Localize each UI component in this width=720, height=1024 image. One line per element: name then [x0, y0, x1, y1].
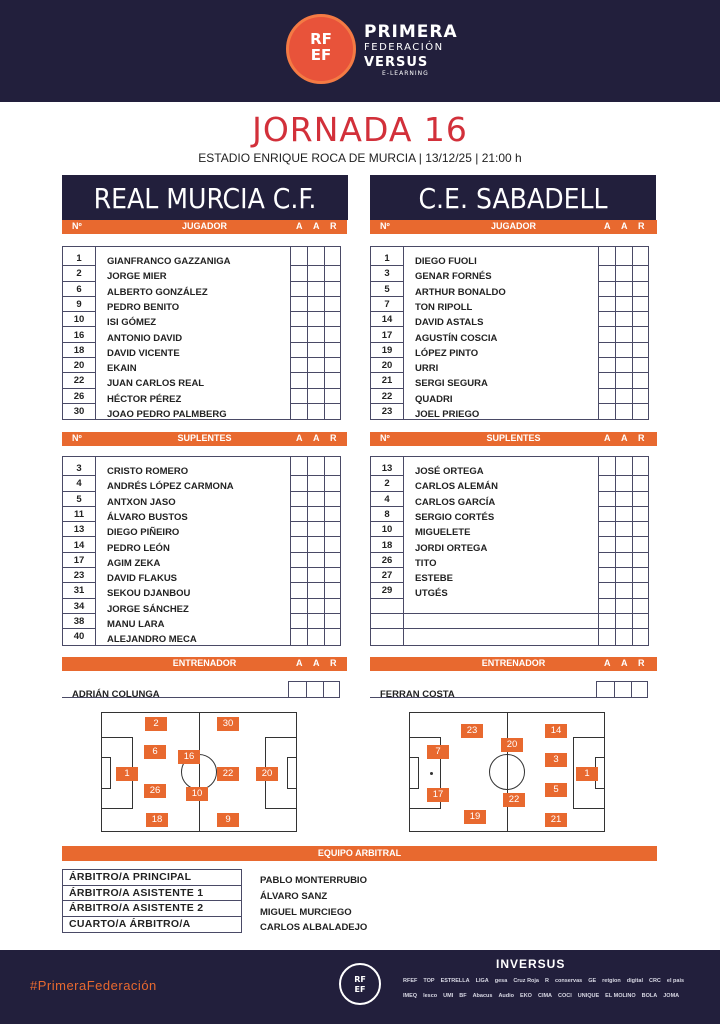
brand-line-4: E-LEARNING	[382, 70, 429, 77]
player-number: 4	[384, 493, 390, 505]
player-number: 29	[381, 585, 393, 597]
player-name: ALEJANDRO MECA	[107, 634, 197, 646]
sponsor-logo: conservas	[554, 978, 583, 984]
player-name: PEDRO LEÓN	[107, 542, 170, 554]
player-name: AGUSTÍN COSCIA	[415, 332, 498, 344]
column-title-label: SUPLENTES	[177, 433, 232, 443]
player-number: 26	[73, 390, 85, 402]
table-row	[371, 312, 650, 327]
player-number: 34	[73, 600, 85, 612]
sponsor-logo: lesco	[423, 993, 438, 999]
player-number: 5	[384, 283, 390, 295]
sponsor-logo: Abacus	[472, 993, 493, 999]
player-name: ANTXON JASO	[107, 496, 176, 508]
brand-line-1: PRIMERA	[364, 22, 458, 42]
player-number: 18	[73, 344, 85, 356]
column-title-label: SUPLENTES	[486, 433, 541, 443]
referee-name: CARLOS ALBALADEJO	[260, 922, 368, 933]
table-row	[63, 266, 342, 281]
column-r-label: R	[330, 658, 337, 668]
player-number: 10	[73, 314, 85, 326]
sponsor-logo: CIMA	[537, 993, 553, 999]
sponsor-logo: retgion	[602, 978, 621, 984]
sponsor-logo: BF	[459, 993, 467, 999]
player-number: 3	[76, 463, 82, 474]
sponsor-logo: ESTRELLA	[440, 978, 470, 984]
player-name: ESTEBE	[415, 573, 454, 585]
player-name: DAVID FLAKUS	[107, 573, 178, 585]
formation-player-marker: 2	[145, 717, 167, 731]
column-num-label: Nº	[380, 221, 390, 231]
player-name: AGIM ZEKA	[107, 557, 161, 569]
table-row	[63, 599, 342, 614]
referee-role: ÁRBITRO/A PRINCIPAL	[63, 870, 241, 886]
table-row	[63, 568, 342, 583]
player-name: CRISTO ROMERO	[107, 466, 189, 477]
player-number: 38	[73, 616, 85, 627]
rfef-footer-logo	[339, 963, 381, 1005]
player-number: 13	[73, 524, 85, 536]
table-row	[371, 373, 650, 388]
referee-name: MIGUEL MURCIEGO	[260, 907, 352, 918]
table-row	[371, 328, 650, 343]
table-row	[63, 538, 342, 553]
column-a2-label: A	[313, 658, 320, 668]
column-a1-label: A	[296, 433, 303, 443]
away-subs-header	[370, 432, 657, 446]
formation-player-marker: 9	[217, 813, 239, 827]
player-name: LÓPEZ PINTO	[415, 347, 479, 359]
table-row	[371, 507, 650, 522]
sponsor-logo: BOLA	[641, 993, 658, 999]
player-number: 1	[76, 253, 82, 264]
player-number: 10	[381, 524, 393, 536]
formation-player-marker: 22	[503, 793, 525, 807]
player-name: TITO	[415, 557, 437, 569]
player-number: 30	[73, 406, 85, 417]
player-number: 11	[73, 508, 85, 520]
sponsor-logo: el pais	[666, 978, 685, 984]
sponsor-logo: GE	[588, 978, 597, 984]
home-coach-header	[62, 657, 347, 671]
table-row	[63, 389, 342, 404]
away-coach-header	[370, 657, 657, 671]
player-number: 5	[76, 493, 82, 505]
column-r-label: R	[638, 221, 645, 231]
away-team-name: C.E. SABADELL	[370, 175, 656, 220]
home-team-name: REAL MURCIA C.F.	[62, 175, 348, 220]
player-name: ÁLVARO BUSTOS	[107, 511, 188, 523]
formation-player-marker: 5	[545, 783, 567, 797]
player-number: 27	[381, 570, 393, 582]
player-number: 16	[73, 329, 85, 341]
player-number: 19	[381, 344, 393, 356]
brand-line-3: VERSUS	[364, 55, 429, 70]
logo-letters-bottom: EF	[310, 46, 332, 64]
table-row	[63, 614, 342, 629]
table-row	[371, 404, 650, 419]
formation-player-marker: 20	[256, 767, 278, 781]
referee-header: EQUIPO ARBITRAL	[62, 846, 657, 861]
inversus-logo: INVERSUS	[496, 957, 566, 971]
referee-role: ÁRBITRO/A ASISTENTE 2	[63, 901, 241, 917]
sponsor-logo: Audio	[498, 993, 515, 999]
formation-player-marker: 16	[178, 750, 200, 764]
column-a2-label: A	[621, 658, 628, 668]
column-a2-label: A	[313, 433, 320, 443]
column-num-label: Nº	[380, 433, 390, 443]
sponsor-logo: digital	[626, 978, 643, 984]
player-name: JOEL PRIEGO	[415, 409, 480, 420]
table-row	[63, 507, 342, 522]
formation-player-marker: 1	[576, 767, 598, 781]
sponsor-logo: Cruz Roja	[513, 978, 539, 984]
table-row	[371, 492, 650, 507]
player-number: 22	[73, 375, 85, 387]
player-name: EKAIN	[107, 363, 137, 375]
player-number: 18	[381, 539, 393, 551]
player-number: 4	[76, 478, 82, 490]
player-number: 8	[384, 508, 390, 520]
formation-player-marker: 19	[464, 810, 486, 824]
column-r-label: R	[330, 221, 337, 231]
header-banner	[0, 0, 720, 102]
formation-player-marker: 21	[545, 813, 567, 827]
referee-role: CUARTO/A ÁRBITRO/A	[69, 917, 191, 930]
coach-card-boxes	[288, 681, 340, 698]
column-a1-label: A	[604, 658, 611, 668]
table-row	[371, 343, 650, 358]
formation-player-marker: 22	[217, 767, 239, 781]
player-number: 7	[384, 298, 390, 310]
player-name: ISI GÓMEZ	[107, 317, 157, 329]
formation-player-marker: 7	[427, 745, 449, 759]
referee-name: ÁLVARO SANZ	[260, 891, 328, 902]
player-number: 6	[76, 283, 82, 295]
sponsor-logo: gesa	[494, 978, 508, 984]
sponsor-logo: IMEQ	[403, 993, 418, 999]
table-row	[63, 373, 342, 388]
home-subs-header	[62, 432, 347, 446]
formation-player-marker: 6	[144, 745, 166, 759]
table-row	[371, 599, 650, 614]
player-number: 14	[381, 314, 393, 326]
player-name: SERGIO CORTÉS	[415, 511, 495, 523]
sponsor-logo: RFEF	[403, 978, 418, 984]
table-row	[371, 297, 650, 312]
column-a2-label: A	[621, 433, 628, 443]
player-number: 1	[384, 253, 390, 264]
sponsor-logo: UMI	[443, 993, 454, 999]
referee-role: ÁRBITRO/A ASISTENTE 1	[63, 886, 241, 902]
table-row	[63, 297, 342, 312]
column-r-label: R	[638, 433, 645, 443]
player-number: 14	[73, 539, 85, 551]
table-row	[371, 583, 650, 598]
referee-name: PABLO MONTERRUBIO	[260, 875, 367, 886]
formation-player-marker: 10	[186, 787, 208, 801]
table-row	[371, 282, 650, 297]
table-row	[63, 492, 342, 507]
formation-player-marker: 14	[545, 724, 567, 738]
column-title-label: JUGADOR	[181, 221, 227, 231]
player-name: JORGE MIER	[107, 271, 167, 283]
table-row	[371, 553, 650, 568]
table-row	[371, 461, 650, 476]
column-r-label: R	[330, 433, 337, 443]
column-a1-label: A	[604, 221, 611, 231]
player-name: GENAR FORNÉS	[415, 271, 492, 283]
brand-line-2: FEDERACIÓN	[364, 42, 444, 53]
formation-player-marker: 1	[116, 767, 138, 781]
player-number: 21	[381, 375, 393, 387]
player-name: CARLOS ALEMÁN	[415, 481, 499, 493]
footer-logo-top: RF	[354, 975, 366, 984]
table-row	[371, 538, 650, 553]
player-number: 17	[73, 554, 85, 566]
player-name: ARTHUR BONALDO	[415, 286, 506, 298]
player-number: 20	[381, 360, 393, 372]
table-row	[63, 553, 342, 568]
player-name: UTGÉS	[415, 588, 448, 600]
player-name: JOAO PEDRO PALMBERG	[107, 409, 227, 420]
coach-name: ADRIÁN COLUNGA	[72, 689, 160, 700]
formation-player-marker: 20	[501, 738, 523, 752]
column-num-label: Nº	[72, 433, 82, 443]
home-subs-table	[62, 456, 341, 646]
table-row	[371, 629, 650, 644]
column-title-label: ENTRENADOR	[172, 658, 237, 668]
player-number: 2	[76, 268, 82, 280]
table-row	[63, 629, 342, 644]
player-name: ANDRÉS LÓPEZ CARMONA	[107, 481, 234, 493]
table-row	[63, 328, 342, 343]
hashtag-text: #PrimeraFederación	[30, 978, 157, 993]
player-name: MIGUELETE	[415, 527, 471, 539]
column-title-label: JUGADOR	[490, 221, 536, 231]
table-row	[63, 404, 342, 419]
player-number: 17	[381, 329, 393, 341]
away-starters-header	[370, 220, 657, 234]
page-title: JORNADA 16	[252, 110, 468, 149]
column-title-label: ENTRENADOR	[481, 658, 546, 668]
player-number: 20	[73, 360, 85, 372]
player-name: CARLOS GARCÍA	[415, 496, 496, 508]
home-starters-table	[62, 246, 341, 420]
sponsor-logo: LIGA	[475, 978, 489, 984]
formation-player-marker: 26	[144, 784, 166, 798]
sponsor-logo: TOP	[423, 978, 435, 984]
table-row	[63, 583, 342, 598]
formation-player-marker: 3	[545, 753, 567, 767]
table-row	[371, 389, 650, 404]
player-name: QUADRI	[415, 393, 453, 405]
player-name: PEDRO BENITO	[107, 301, 180, 313]
table-row	[63, 476, 342, 491]
player-name: JORDI ORTEGA	[415, 542, 488, 554]
sponsor-logo: EKO	[520, 993, 532, 999]
player-name: HÉCTOR PÉREZ	[107, 393, 182, 405]
formation-player-marker: 17	[427, 788, 449, 802]
table-row	[63, 282, 342, 297]
formation-player-marker: 30	[217, 717, 239, 731]
player-number: 13	[381, 463, 393, 474]
formation-player-marker: 23	[461, 724, 483, 738]
player-number: 40	[73, 631, 85, 643]
player-number: 22	[381, 390, 393, 402]
table-row	[371, 522, 650, 537]
table-row	[371, 614, 650, 629]
player-name: GIANFRANCO GAZZANIGA	[107, 256, 231, 267]
player-name: JORGE SÁNCHEZ	[107, 603, 189, 615]
player-name: DAVID VICENTE	[107, 347, 180, 359]
player-name: JOSÉ ORTEGA	[415, 466, 484, 477]
player-name: MANU LARA	[107, 619, 165, 630]
sponsor-logo: JOMA	[663, 993, 680, 999]
player-name: SEKOU DJANBOU	[107, 588, 191, 600]
player-name: URRI	[415, 363, 439, 375]
table-row	[63, 522, 342, 537]
sponsor-logo: EL MOLINO	[605, 993, 636, 999]
player-name: ALBERTO GONZÁLEZ	[107, 286, 208, 298]
player-number: 9	[76, 298, 82, 310]
player-name: DIEGO FUOLI	[415, 256, 477, 267]
footer-logo-bottom: EF	[354, 985, 366, 994]
home-starters-header	[62, 220, 347, 234]
sponsor-logo: R	[544, 978, 549, 984]
player-number: 26	[381, 554, 393, 566]
column-a1-label: A	[296, 658, 303, 668]
sponsor-logo: UNIQUE	[577, 993, 600, 999]
away-subs-table	[370, 456, 649, 646]
table-row	[371, 568, 650, 583]
table-row	[371, 476, 650, 491]
player-name: DAVID ASTALS	[415, 317, 484, 329]
player-number: 23	[73, 570, 85, 582]
formation-player-marker: 18	[146, 813, 168, 827]
player-name: JUAN CARLOS REAL	[107, 378, 205, 390]
player-name: TON RIPOLL	[415, 301, 473, 313]
away-starters-table	[370, 246, 649, 420]
footer-banner	[0, 950, 720, 1024]
table-row	[371, 251, 650, 266]
brand-text	[364, 22, 458, 77]
column-num-label: Nº	[72, 221, 82, 231]
coach-name: FERRAN COSTA	[380, 689, 455, 700]
player-name: ANTONIO DAVID	[107, 332, 183, 344]
player-number: 31	[73, 585, 85, 597]
table-row	[63, 343, 342, 358]
table-row	[63, 312, 342, 327]
column-a2-label: A	[313, 221, 320, 231]
player-number: 23	[381, 406, 393, 417]
sponsor-logo: CRC	[648, 978, 661, 984]
player-number: 3	[384, 268, 390, 280]
table-row	[63, 251, 342, 266]
table-row	[63, 358, 342, 373]
coach-card-boxes	[596, 681, 648, 698]
sponsor-logo: COCI	[558, 993, 572, 999]
player-name: SERGI SEGURA	[415, 378, 488, 390]
player-name: DIEGO PIÑEIRO	[107, 527, 180, 539]
column-a1-label: A	[296, 221, 303, 231]
column-a2-label: A	[621, 221, 628, 231]
referee-roles-table	[62, 869, 242, 933]
column-a1-label: A	[604, 433, 611, 443]
table-row	[63, 461, 342, 476]
table-row	[371, 266, 650, 281]
rfef-logo	[286, 14, 356, 84]
match-info: ESTADIO ENRIQUE ROCA DE MURCIA | 13/12/25 | 21:00 h	[198, 151, 522, 165]
sponsor-logos	[402, 975, 692, 1019]
column-r-label: R	[638, 658, 645, 668]
player-number: 2	[384, 478, 390, 490]
table-row	[371, 358, 650, 373]
logo-letters-top: RF	[310, 30, 332, 48]
